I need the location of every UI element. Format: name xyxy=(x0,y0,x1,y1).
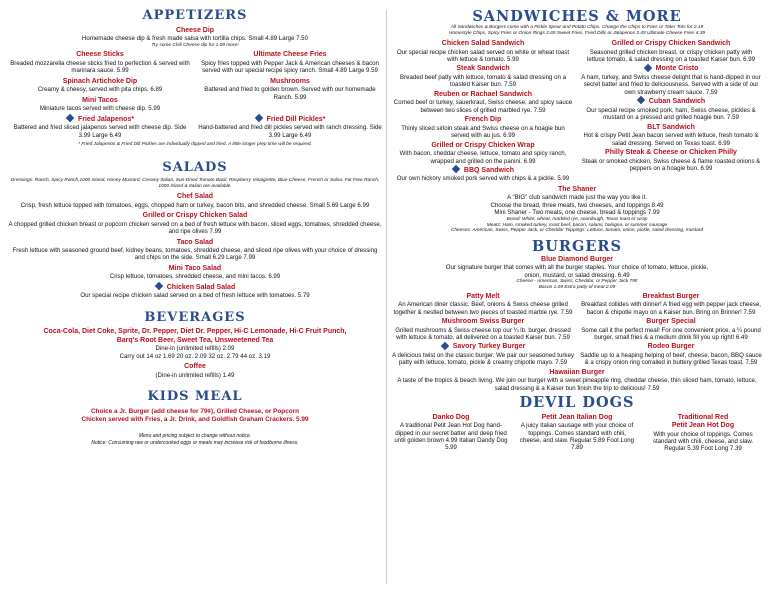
jalapenos-item xyxy=(8,116,192,139)
taco-salad-item xyxy=(8,239,382,262)
item-name: Blue Diamond Burger xyxy=(541,255,613,263)
item-desc: Our own hickory smoked pork served with chips & a pickle. 5.99 xyxy=(396,175,570,183)
item-name: Chicken Salad Salad xyxy=(166,283,236,291)
mini-taco-salad-item xyxy=(8,265,382,281)
sides-note-1: All Sandwiches & Burgers come with a Pickle Spear and Potato Chips. Change the Chips to Fries or Tater Tots for 2.19 xyxy=(450,25,704,31)
item-name: Cuban Sandwich xyxy=(648,98,706,106)
item-desc: Battered and fried sliced jalapenos served with cheese dip. Side 3.99 Large 6.49 xyxy=(13,124,187,139)
dine-in-price: Dine-in (unlimited refills) 2.09 xyxy=(155,345,235,353)
blue-diamond-icon xyxy=(441,344,450,350)
carry-out-price: Carry out 14 oz 1.69 20 oz. 2.09 32 oz. 2.79 44 oz. 3.19 xyxy=(119,352,271,360)
item-desc: Steak or smoked chicken, Swiss cheese & flame roasted onions & peppers on a hoagie bun. 6.99 xyxy=(581,157,761,172)
item-desc: Breakfast collides with dinner! A fried egg with pepper jack cheese, bacon & chipotle mayo on a Kaiser bun. Bring on Brinner! 7.59 xyxy=(581,301,761,316)
item-name: Taco Salad xyxy=(176,238,214,246)
item-name: Petit Jean Italian Dog xyxy=(541,413,613,421)
item-name: Traditional Red xyxy=(677,413,729,421)
blue-diamond-icon xyxy=(644,66,653,72)
item-note: Cheese - American, Swiss, Cheddar, or Pepper Jack 79¢ xyxy=(516,279,638,284)
item-desc: A traditional Petit Jean Hot Dog hand-dipped in our secret batter and deep fried until golden brown 4.99 Italian Dandy Dog 5.99 xyxy=(394,422,508,452)
item-name: Grilled or Crispy Chicken Salad xyxy=(142,212,248,220)
dressings-note: Dressings: Ranch, Spicy Ranch,1000 Island, Honey Mustard, Creamy Italian, Sun-Dried Tomato Basil, Raspberry Vinaigrette, Blue Cheese, French or Salsa. Fat Free Ranch, 1000 Island & Italian are available. xyxy=(10,178,380,190)
item-name: Steak Sandwich xyxy=(456,65,510,73)
shaner-cheese-options: Cheeses: American, Swiss, Pepper Jack, or Cheddar Toppings: Lettuce, tomato, onion, pickle, salad dressing, mustard xyxy=(450,228,704,234)
shaner-bread-options: Bread: White, wheat, marbled rye, sourdough, Texas toast or wrap xyxy=(506,216,648,222)
cheese-dip-item xyxy=(8,27,382,49)
blue-diamond-burger-item xyxy=(392,256,762,291)
item-name: Savory Turkey Burger xyxy=(452,343,526,351)
appetizers-title: APPETIZERS xyxy=(142,8,248,23)
blue-diamond-icon xyxy=(255,116,264,122)
item-desc: Our signature burger that comes with all the burger staples. Your choice of tomato, lettuce, pickle, onion, mustard, or salad dressing. 6.49 xyxy=(445,264,709,279)
item-desc: Breaded beef patty with lettuce, tomato & salad dressing on a toasted Kaiser bun. 7.59 xyxy=(400,73,566,89)
item-name: Mini Tacos xyxy=(82,96,118,104)
item-name: Fried Dill Pickles* xyxy=(266,115,326,123)
sides-note-2: Homestyle Chips, Spicy Fries or Onion Rings 2.69 Sweet Fries, Fried Dills or Jalapenos 3.49 Ultimate Cheese Fries 4.39 xyxy=(448,31,706,37)
item-name: BLT Sandwich xyxy=(647,123,695,131)
item-desc: Grilled mushrooms & Swiss cheese top our ¼ lb. burger, dressed with lettuce & tomato, all delivered on a toasted Kaiser bun. 7.59 xyxy=(395,326,571,342)
item-name: BBQ Sandwich xyxy=(463,166,515,174)
burger-left-list xyxy=(392,293,574,367)
chicken-salad-salad-item xyxy=(8,284,382,300)
hawaiian-burger-item xyxy=(392,369,762,392)
item-desc: Battered and fried to golden brown. Served with our homemade Ranch. 5.99 xyxy=(204,86,376,101)
sandwich-right-list xyxy=(580,40,762,183)
item-desc: Spicy fries topped with Pepper Jack & American cheeses & bacon served with our special recipe spicy ranch. Small 4.89 Large 9.59 xyxy=(201,59,379,75)
item-desc: A delicious twist on the classic burger. We pair our seasoned turkey patty with lettuce, tomato, pickle & creamy chipotle mayo. 7.59 xyxy=(392,351,574,367)
devil-dogs-title: DEVIL DOGS xyxy=(519,394,635,412)
item-name-2: Petit Jean Hot Dog xyxy=(671,422,735,430)
item-name: Chicken Salad Sandwich xyxy=(441,40,525,48)
item-name: Philly Steak & Cheese or Chicken Philly xyxy=(605,149,737,156)
item-name: French Dip xyxy=(464,116,502,124)
item-desc: Miniature tacos served with cheese dip. 5.99 xyxy=(39,105,161,113)
item-name: Chef Salad xyxy=(176,193,214,201)
item-desc: Our special recipe chicken salad served on white or wheat toast with lettuce & tomato. 5.99 xyxy=(396,48,570,64)
item-name: Mini Taco Salad xyxy=(168,264,222,272)
item-name: Ultimate Cheese Fries xyxy=(253,51,327,59)
item-desc: (Dine-in unlimited refills) 1.49 xyxy=(155,371,235,379)
beverage-list: Coca-Cola, Diet Coke, Sprite, Dr. Pepper, Diet Dr. Pepper, Hi-C Lemonade, Hi-C Fruit Punch, Barq's Root Beer, Sweet Tea, Unsweetened Tea xyxy=(43,328,347,344)
cheese-sticks-item xyxy=(8,51,192,112)
beverages-title: BEVERAGES xyxy=(144,309,246,325)
item-name: Monte Cristo xyxy=(655,65,699,73)
item-desc: An American diner classic. Beef, onions & Swiss cheese grilled together & nestled between two pieces of toasted marble rye. 7.59 xyxy=(393,301,573,316)
item-desc: A juicy Italian sausage with your choice of toppings. Comes standard with chili, cheese, and slaw. Regular 5.89 Foot Long 7.89 xyxy=(519,422,635,452)
traditional-red-item xyxy=(644,414,762,453)
italian-dog-item xyxy=(518,414,636,453)
item-name: Spinach Artichoke Dip xyxy=(62,77,138,85)
item-desc: Mini Shaner - Two meats, one cheese, bread & toppings 7.99 xyxy=(494,209,660,217)
item-note: Bacon 1.09 Extra patty of meat 2.09 xyxy=(538,284,616,290)
item-desc: Fresh lettuce with seasoned ground beef, kidney beans, tomatoes, shredded cheese, and sliced ripe olives with your choice of dressing and chips on the side. Small 6.29 Large 7.99 xyxy=(12,247,378,262)
chef-salad-item xyxy=(8,193,382,209)
item-desc: Some call it the perfect meal! For one convenient price, a ¼ pound burger, small fries & a medium drink fill you up right! 6.49 xyxy=(581,326,761,342)
column-divider xyxy=(386,10,387,584)
shaner-item xyxy=(392,186,762,234)
item-name: Cheese Dip xyxy=(175,26,215,34)
item-name: Danko Dog xyxy=(432,413,470,421)
coffee-item xyxy=(8,363,382,379)
blue-diamond-icon xyxy=(155,284,164,290)
item-name: Rodeo Burger xyxy=(647,343,695,351)
burgers-title: BURGERS xyxy=(532,238,622,256)
item-name: Reuben or Rachael Sandwich xyxy=(433,90,533,98)
item-desc: Hand-battered and fried dill pickles served with ranch dressing. Side 3.99 Large 6.49 xyxy=(198,124,382,139)
blue-diamond-icon xyxy=(66,116,75,122)
item-desc: Saddle up to a heaping helping of beef, cheese, bacon, BBQ sauce & a crispy onion ring corralled in buttery grilled Texas toast. 7.59 xyxy=(580,351,762,367)
item-desc: Corned beef or turkey, sauerkraut, Swiss cheese, and spicy sauce between two slices of grilled marbled rye. 7.59 xyxy=(393,99,573,114)
burger-right-list xyxy=(580,293,762,367)
kids-meal-title: KIDS MEAL xyxy=(147,389,243,405)
kids-meal-desc: Choice a Jr. Burger (add cheese for 79¢), Grilled Cheese, or Popcorn Chicken served with Fries, a Jr. Drink, and Goldfish Graham Crackers. 5.99 xyxy=(81,407,309,423)
item-desc: A chopped grilled chicken breast or popcorn chicken served on a bed of fresh lettuce with bacon, sliced eggs, tomatoes, shredded cheese, and ripe olives 7.99 xyxy=(8,220,382,236)
sandwich-left-list xyxy=(392,40,574,183)
food-safety-notice: Notice: Consuming raw or undercooked eggs or meats may increase risk of foodborne illness. xyxy=(91,439,299,446)
shaner-meat-options: Meats: Ham, smoked turkey, roast beef, bacon, salami, bologna, or summer sausage xyxy=(486,222,668,228)
ultimate-fries-item xyxy=(198,51,382,112)
item-desc: Creamy & cheesy, served with pita chips. 6.89 xyxy=(37,86,163,94)
item-desc: Choose the bread, three meats, two cheeses, and toppings 8.49 xyxy=(490,201,664,209)
item-desc: With your choice of toppings. Comes standard with chili, cheese, and slaw. Regular 5.39 Foot Long 7.39 xyxy=(652,430,754,453)
item-name: Patty Melt xyxy=(466,292,500,300)
appetizers-footnote: * Fried Jalapenos & Fried Dill Pickles are individually dipped and fried. A little longer prep time will be required. xyxy=(78,142,312,148)
item-desc: A taste of the tropics & beach living. We join our burger with a sweet pineapple ring, cheddar cheese, thin sliced ham, tomato, lettuce, salad dressing & a Kaiser bun finish the trip to delicious! 7.59 xyxy=(397,377,757,392)
item-desc: Hot & crispy Petit Jean bacon served with lettuce, fresh tomato & salad dressing. Served on Texas toast. 6.99 xyxy=(583,132,759,147)
item-note: Try some Chili Cheese dip for 1.09 more! xyxy=(151,42,239,48)
danko-dog-item xyxy=(392,414,510,453)
blue-diamond-icon xyxy=(452,167,461,173)
item-desc: Breaded mozzarella cheese sticks fried to perfection & served with marinara sauce. 5.99 xyxy=(10,59,190,75)
item-name: Cheese Sticks xyxy=(76,51,124,59)
item-desc: Homemade cheese dip & fresh made salsa with tortilla chips. Small 4.89 Large 7.50 xyxy=(82,35,308,43)
item-desc: Crisp, fresh lettuce topped with tomatoes, eggs, chopped ham or turkey, bacon bits, and shredded cheese. Small 5.69 Large 6.99 xyxy=(20,201,370,209)
item-desc: Seasoned grilled chicken breast, or crispy chicken patty with lettuce tomato, & salad dressing on a toasted Kaiser bun. 6.99 xyxy=(586,48,756,64)
sandwiches-title: SANDWICHES & MORE xyxy=(472,8,682,25)
item-name: Fried Jalapenos* xyxy=(77,115,135,123)
left-column xyxy=(8,8,382,446)
item-name: Grilled or Crispy Chicken Wrap xyxy=(431,141,535,149)
item-desc: Our special recipe smoked pork, ham, Swiss cheese, pickles & mustard on a pressed and grilled hoagie bun. 7.59 xyxy=(586,106,756,122)
item-desc: Our special recipe chicken salad served on a bed of fresh lettuce with tomatoes. 5.79 xyxy=(80,292,310,300)
item-desc: With bacon, cheddar cheese, lettuce, tomato and spicy ranch, wrapped and grilled on the panini. 6.99 xyxy=(399,150,567,165)
item-name: Mushrooms xyxy=(270,77,310,85)
item-name: The Shaner xyxy=(557,185,597,193)
dill-pickles-item xyxy=(198,116,382,139)
item-desc: A "BIG" club sandwich made just the way you like it. xyxy=(507,194,647,202)
item-name: Hawaiian Burger xyxy=(549,368,605,376)
item-name: Breakfast Burger xyxy=(642,292,700,300)
pricing-notice: Menu and pricing subject to change without notice. xyxy=(138,433,252,440)
item-desc: A ham, turkey, and Swiss cheese delight that is hand-dipped in our secret batter and fried to deliciousness. Served with a side of our own strawberry cream sauce. 7.59 xyxy=(581,73,761,96)
item-name: Burger Special xyxy=(646,318,696,326)
grilled-chicken-salad-item xyxy=(8,212,382,235)
salads-title: SALADS xyxy=(162,159,228,175)
item-name: Grilled or Crispy Chicken Sandwich xyxy=(611,40,731,48)
blue-diamond-icon xyxy=(637,98,646,104)
item-name: Coffee xyxy=(184,363,206,371)
item-name: Mushroom Swiss Burger xyxy=(441,318,525,326)
right-column xyxy=(392,8,762,453)
item-desc: Crisp lettuce, tomatoes, shredded cheese, and mini tacos. 6.99 xyxy=(109,273,281,281)
item-desc: Thinly sliced sirloin steak and Swiss cheese on a hoagie bun served with au jus. 6.99 xyxy=(401,124,565,140)
